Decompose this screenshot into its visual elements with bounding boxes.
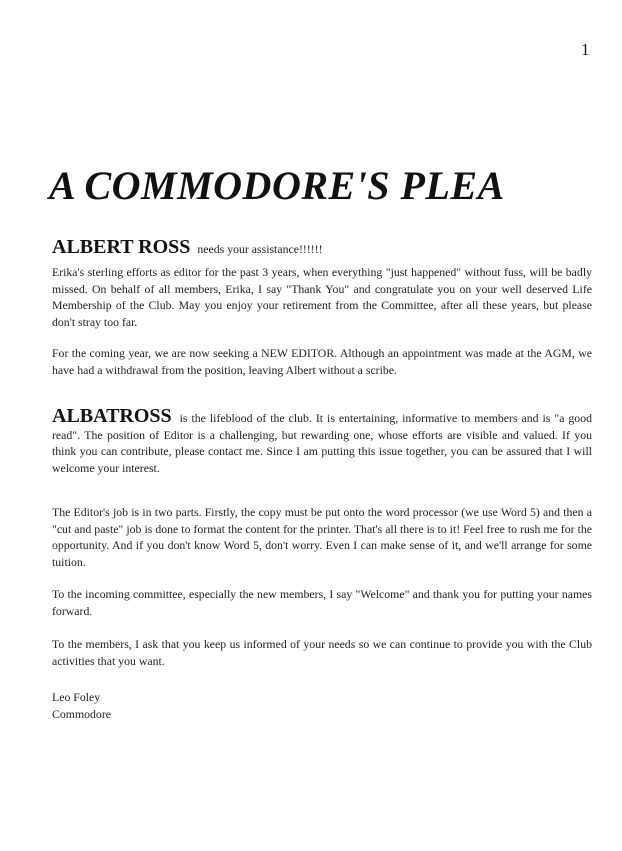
albatross-name: ALBATROSS xyxy=(52,405,172,427)
intro-line xyxy=(52,236,323,259)
page-title: A COMMODORE'S PLEA xyxy=(49,163,505,208)
paragraph-editor-job: The Editor's job is in two parts. Firstly, the copy must be put onto the word processor (we use Word 5) and then a "cut and paste" job is done to format the content for the printer. That's all there is to it! Feel free to rush me for the opportunity. And if you don't know Word 5, don't worry. Even I can make sense of it, and we'll arrange for some tuition. xyxy=(52,505,592,569)
intro-name: ALBERT ROSS xyxy=(52,236,191,258)
paragraph-erika: Erika's sterling efforts as editor for the past 3 years, when everything "just happened" without fuss, will be badly missed. On behalf of all members, Erika, I say "Thank You" and congratulate you on your well deserved Life Membership of the Club. May you enjoy your retirement from the Committee, after all these years, but please don't stray too far. xyxy=(52,265,592,329)
paragraph-new-editor: For the coming year, we are now seeking a NEW EDITOR. Although an appointment was made at the AGM, we have had a withdrawal from the position, leaving Albert without a scribe. xyxy=(52,346,592,377)
signature-name: Leo Foley xyxy=(52,690,101,704)
paragraph-albatross xyxy=(52,405,592,476)
paragraph-committee: To the incoming committee, especially the new members, I say "Welcome" and thank you for putting your names forward. xyxy=(52,587,592,618)
albatross-text: is the lifeblood of the club. It is entertaining, informative to members and is "a good read". The position of Editor is a challenging, but rewarding one, whose efforts are visible and valued. If you think you can contribute, please contact me. Since I am putting this issue together, you can be assured that I will welcome your interest. xyxy=(52,411,592,475)
paragraph-members: To the members, I ask that you keep us informed of your needs so we can continue to provide you with the Club activities that you want. xyxy=(52,637,592,668)
signature xyxy=(52,689,111,723)
signature-role: Commodore xyxy=(52,707,111,721)
intro-text: needs your assistance!!!!!! xyxy=(197,242,323,256)
page-number: 1 xyxy=(581,40,590,59)
